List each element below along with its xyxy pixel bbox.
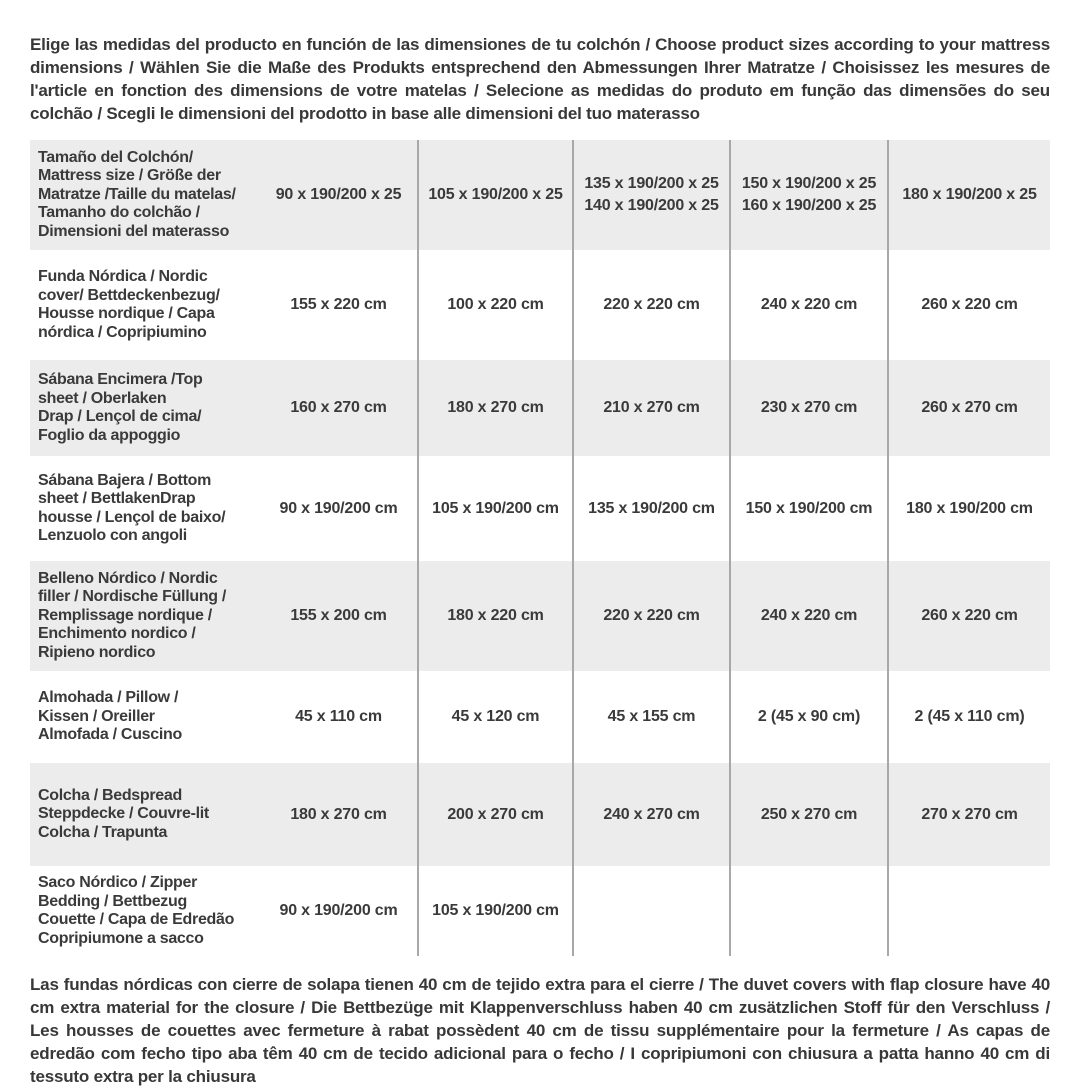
row-label: Belleno Nórdico / Nordic filler / Nordische Füllung / Remplissage nordique / Enchimento nordico / Ripieno nordico xyxy=(38,569,227,661)
table-row-bottom-sheet xyxy=(30,456,1050,561)
table-row-top-sheet xyxy=(30,360,1050,456)
row-label: Sábana Encimera /Top sheet / Oberlaken Drap / Lençol de cima/ Foglio da appoggio xyxy=(38,371,203,444)
size-cell: 90 x 190/200 cm xyxy=(279,499,398,517)
size-cell: 155 x 200 cm xyxy=(290,607,387,624)
footer-note: Las fundas nórdicas con cierre de solapa tienen 40 cm de tejido extra para el cierre / The duvet covers with flap closure have 40 cm extra material for the closure / Die Bettbezüge mit Klappenverschluss haben 40 cm zusätzlichen Stoff für den Verschluss / Les housses de couettes avec fermeture à rabat possèdent 40 cm de tissu supplémentaire pour la fermeture / As capas de edredão com fecho tipo aba têm 40 cm de tecido adicional para o fecho / I copripiumoni con chiusura a patta hanno 40 cm di tessuto extra per la chiusura xyxy=(30,975,1050,1086)
row-label: Almohada / Pillow / Kissen / Oreiller Almofada / Cuscino xyxy=(38,689,182,744)
size-cell: 180 x 270 cm xyxy=(290,805,387,823)
row-label: Colcha / Bedspread Steppdecke / Couvre-lit Colcha / Trapunta xyxy=(38,786,209,841)
size-cell: 160 x 270 cm xyxy=(290,399,387,416)
size-cell: 240 x 220 cm xyxy=(729,561,887,671)
size-cell: 90 x 190/200 cm xyxy=(279,902,398,919)
size-cell: 220 x 220 cm xyxy=(572,561,729,671)
size-cell: 200 x 270 cm xyxy=(417,763,572,866)
size-cell: 180 x 270 cm xyxy=(417,360,572,456)
row-label: Funda Nórdica / Nordic cover/ Bettdeckenbezug/ Housse nordique / Capa nórdica / Copripiumino xyxy=(38,268,220,341)
size-cell: 105 x 190/200 cm xyxy=(417,866,572,956)
size-cell: 2 (45 x 90 cm) xyxy=(729,671,887,763)
size-cell: 260 x 220 cm xyxy=(887,250,1050,360)
size-cell: 260 x 220 cm xyxy=(887,561,1050,671)
size-cell xyxy=(887,866,1050,956)
size-cell: 180 x 190/200 x 25 xyxy=(887,140,1050,250)
table-row-pillow xyxy=(30,671,1050,763)
size-cell: 260 x 270 cm xyxy=(887,360,1050,456)
size-cell: 240 x 220 cm xyxy=(729,250,887,360)
size-cell: 270 x 270 cm xyxy=(887,763,1050,866)
size-cell: 150 x 190/200 x 25 160 x 190/200 x 25 xyxy=(729,140,887,250)
row-label: Saco Nórdico / Zipper Bedding / Bettbezug Couette / Capa de Edredão Copripiumone a sacco xyxy=(38,874,235,947)
size-cell: 135 x 190/200 x 25 140 x 190/200 x 25 xyxy=(572,140,729,250)
size-cell: 230 x 270 cm xyxy=(729,360,887,456)
size-cell: 90 x 190/200 x 25 xyxy=(275,186,402,203)
table-row-bedspread xyxy=(30,763,1050,866)
size-cell: 180 x 190/200 cm xyxy=(887,456,1050,561)
table-row-mattress-size xyxy=(30,140,1050,250)
row-label: Tamaño del Colchón/ Mattress size / Größe der Matratze /Taille du matelas/ Tamanho do colchão / Dimensioni del materasso xyxy=(38,148,236,240)
size-cell: 45 x 120 cm xyxy=(417,671,572,763)
size-cell: 220 x 220 cm xyxy=(572,250,729,360)
size-cell: 250 x 270 cm xyxy=(729,763,887,866)
size-cell: 155 x 220 cm xyxy=(290,296,387,313)
size-cell: 2 (45 x 110 cm) xyxy=(887,671,1050,763)
table-row-nordic-cover xyxy=(30,250,1050,360)
size-table xyxy=(30,140,1050,956)
size-cell: 105 x 190/200 x 25 xyxy=(417,140,572,250)
table-row-nordic-filler xyxy=(30,561,1050,671)
size-cell xyxy=(572,866,729,956)
table-row-zipper-bedding xyxy=(30,866,1050,956)
size-cell: 45 x 110 cm xyxy=(295,708,382,725)
intro-text: Elige las medidas del producto en función de las dimensiones de tu colchón / Choose product sizes according to your mattress dimensions / Wählen Sie die Maße des Produkts entsprechend den Abmessungen Ihrer Matratze / Choisissez les mesures de l'article en fonction des dimensions de votre matelas / Selecione as medidas do produto em função das dimensões do seu colchão / Scegli le dimensioni del prodotto in base alle dimensioni del tuo materasso xyxy=(30,35,1050,123)
size-cell: 100 x 220 cm xyxy=(417,250,572,360)
size-cell: 135 x 190/200 cm xyxy=(572,456,729,561)
size-cell: 180 x 220 cm xyxy=(417,561,572,671)
size-cell: 210 x 270 cm xyxy=(572,360,729,456)
size-cell: 150 x 190/200 cm xyxy=(729,456,887,561)
size-cell: 240 x 270 cm xyxy=(572,763,729,866)
size-cell: 45 x 155 cm xyxy=(572,671,729,763)
row-label: Sábana Bajera / Bottom sheet / BettlakenDrap housse / Lençol de baixo/ Lenzuolo con angoli xyxy=(38,471,226,544)
size-cell xyxy=(729,866,887,956)
size-cell: 105 x 190/200 cm xyxy=(417,456,572,561)
